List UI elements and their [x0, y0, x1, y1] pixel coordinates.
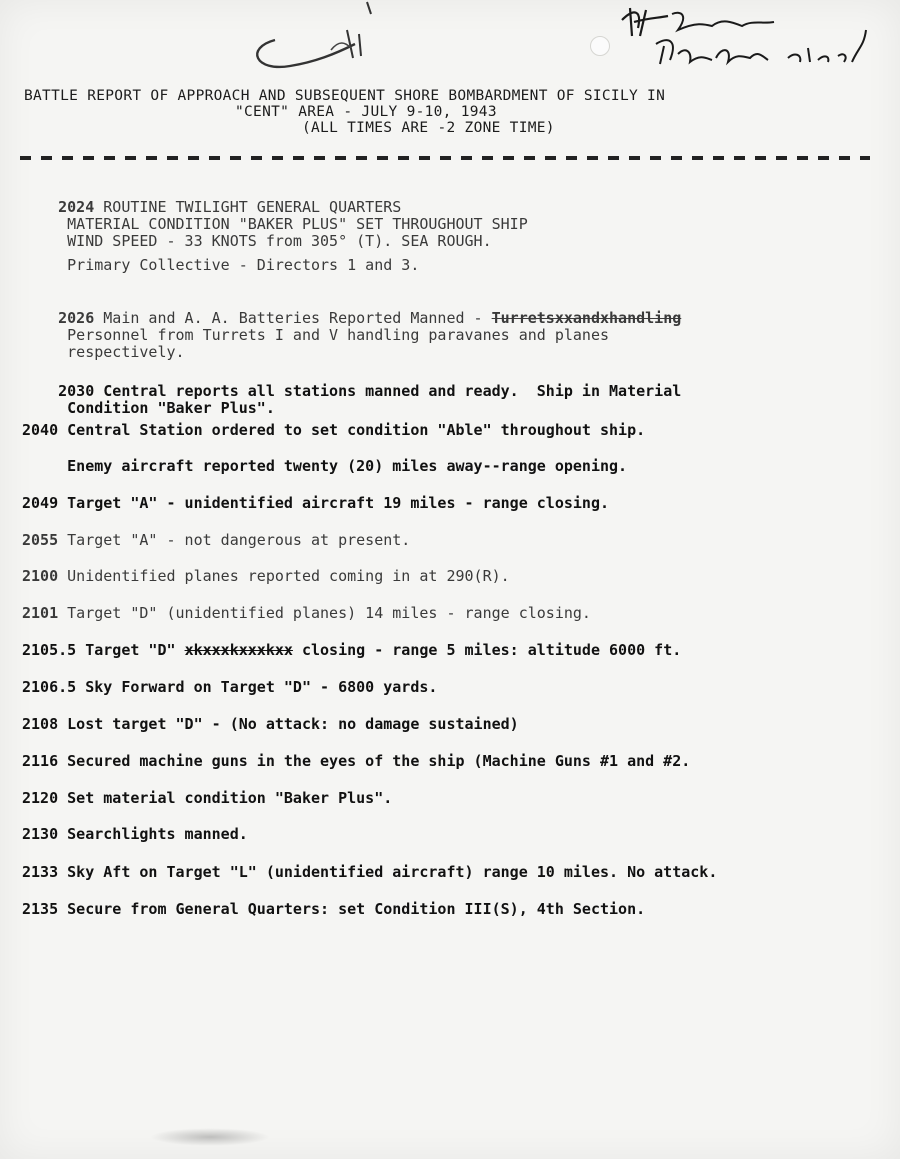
entry-time: 2026 — [58, 309, 95, 327]
entry-line: Secured machine guns in the eyes of the ship (Machine Guns #1 and #2. — [67, 752, 691, 770]
log-entry-directors — [22, 257, 419, 274]
entry-time: 2105.5 — [22, 641, 77, 659]
entry-line: Target "D" — [85, 641, 176, 659]
entry-line: closing - range 5 miles: altitude 6000 ft. — [301, 641, 682, 659]
entry-line: Unidentified planes reported coming in at 290(R). — [67, 567, 510, 585]
log-entry-2055 — [22, 532, 410, 549]
divider-dashes — [20, 156, 870, 160]
entry-time: 2101 — [22, 604, 59, 622]
log-entry-2040 — [22, 422, 645, 439]
entry-line: Condition "Baker Plus". — [67, 399, 275, 417]
entry-line: ROUTINE TWILIGHT GENERAL QUARTERS — [103, 198, 402, 216]
log-entry-2120 — [22, 790, 392, 807]
pencil-scribble — [235, 0, 385, 80]
entry-time: 2116 — [22, 752, 59, 770]
log-entry-2133 — [22, 864, 717, 881]
entry-line: Personnel from Turrets I and V handling paravanes and planes — [67, 326, 610, 344]
paper-smudge — [150, 1128, 270, 1146]
entry-line: WIND SPEED - 33 KNOTS from 305° (T). SEA ROUGH. — [67, 232, 492, 250]
punch-hole — [590, 36, 610, 56]
struck-text: Turretsxxandxhandling — [491, 309, 682, 327]
entry-line: Secure from General Quarters: set Condition III(S), 4th Section. — [67, 900, 646, 918]
entry-line: Lost target "D" - (No attack: no damage sustained) — [67, 715, 519, 733]
entry-line: respectively. — [67, 343, 185, 361]
entry-line: Sky Forward on Target "D" - 6800 yards. — [85, 678, 438, 696]
log-entry-2130 — [22, 826, 248, 843]
entry-line: Searchlights manned. — [67, 825, 248, 843]
entry-line: Target "A" - unidentified aircraft 19 miles - range closing. — [67, 494, 610, 512]
log-entry-enemy-aircraft — [22, 458, 627, 475]
log-entry-2106-5 — [22, 679, 437, 696]
entry-line: Target "D" (unidentified planes) 14 miles - range closing. — [67, 604, 591, 622]
report-title: BATTLE REPORT OF APPROACH AND SUBSEQUENT SHORE BOMBARDMENT OF SICILY IN — [24, 88, 666, 104]
entry-line: Central reports all stations manned and ready. Ship in Material — [103, 382, 682, 400]
entry-time: 2108 — [22, 715, 59, 733]
struck-text: xkxxxkxxxkxx — [184, 641, 293, 659]
entry-time: 2055 — [22, 531, 59, 549]
entry-line: Set material condition "Baker Plus". — [67, 789, 393, 807]
signature-image — [612, 0, 882, 78]
entry-time: 2049 — [22, 494, 59, 512]
entry-time: 2030 — [58, 382, 95, 400]
entry-line: Target "A" - not dangerous at present. — [67, 531, 411, 549]
entry-time: 2106.5 — [22, 678, 77, 696]
entry-line: Main and A. A. Batteries Reported Manned - — [103, 309, 483, 327]
entry-time: 2133 — [22, 863, 59, 881]
entry-line: MATERIAL CONDITION "BAKER PLUS" SET THROUGHOUT SHIP — [67, 215, 528, 233]
log-entry-2100 — [22, 568, 510, 585]
entry-line: Primary Collective - Directors 1 and 3. — [67, 256, 420, 274]
entry-time: 2130 — [22, 825, 59, 843]
entry-time: 2120 — [22, 789, 59, 807]
report-area-date: "CENT" AREA - JULY 9-10, 1943 — [235, 104, 497, 120]
log-entry-2049 — [22, 495, 609, 512]
entry-line: Enemy aircraft reported twenty (20) miles away--range opening. — [67, 457, 628, 475]
entry-time: 2040 — [22, 421, 59, 439]
log-entry-2135 — [22, 901, 645, 918]
entry-time: 2100 — [22, 567, 59, 585]
entry-time: 2135 — [22, 900, 59, 918]
log-entry-2024 — [22, 182, 528, 267]
report-time-note: (ALL TIMES ARE -2 ZONE TIME) — [302, 120, 555, 136]
entry-line: Central Station ordered to set condition "Able" throughout ship. — [67, 421, 646, 439]
log-entry-2116 — [22, 753, 690, 770]
entry-time: 2024 — [58, 198, 95, 216]
log-entry-2105-5 — [22, 642, 681, 659]
log-entry-2108 — [22, 716, 519, 733]
log-entry-2101 — [22, 605, 591, 622]
entry-line: Sky Aft on Target "L" (unidentified aircraft) range 10 miles. No attack. — [67, 863, 718, 881]
